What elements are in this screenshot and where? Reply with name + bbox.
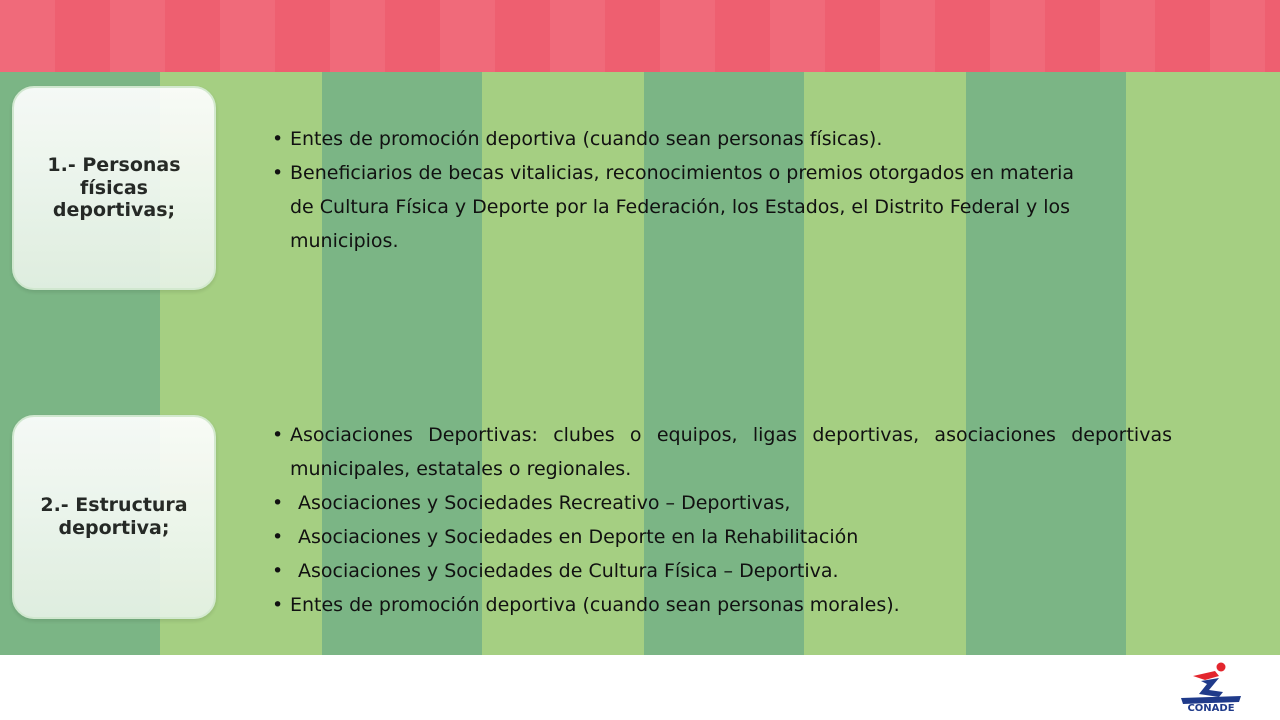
logo-body-icon [1199, 678, 1223, 697]
list-item: • Asociaciones Deportivas: clubes o equipos, ligas deportivas, asociaciones deportivas municipales, estatales o regionales. [272, 418, 1172, 486]
section-1-card [12, 86, 216, 290]
section-2-list [272, 418, 1172, 622]
list-item: • Entes de promoción deportiva (cuando sean personas físicas). [272, 122, 1102, 156]
section-1-list [272, 122, 1102, 258]
logo-text: CONADE [1187, 703, 1235, 712]
section-2-title: 2.- Estructura deportiva; [40, 494, 188, 539]
section-2-card [12, 415, 216, 619]
header-band [0, 0, 1280, 72]
logo-head-icon [1217, 663, 1226, 672]
list-item: • Beneficiarios de becas vitalicias, reconocimientos o premios otorgados en materia de Cultura Física y Deporte por la Federación, los Estados, el Distrito Federal y los municipios. [272, 156, 1102, 258]
list-item: • Asociaciones y Sociedades de Cultura Física – Deportiva. [272, 554, 1172, 588]
list-item: • Entes de promoción deportiva (cuando sean personas morales). [272, 588, 1172, 622]
list-item: • Asociaciones y Sociedades Recreativo – Deportivas, [272, 486, 1172, 520]
section-1-title: 1.- Personas físicas deportivas; [47, 153, 181, 222]
conade-logo [1175, 662, 1247, 712]
list-item: • Asociaciones y Sociedades en Deporte en la Rehabilitación [272, 520, 1172, 554]
